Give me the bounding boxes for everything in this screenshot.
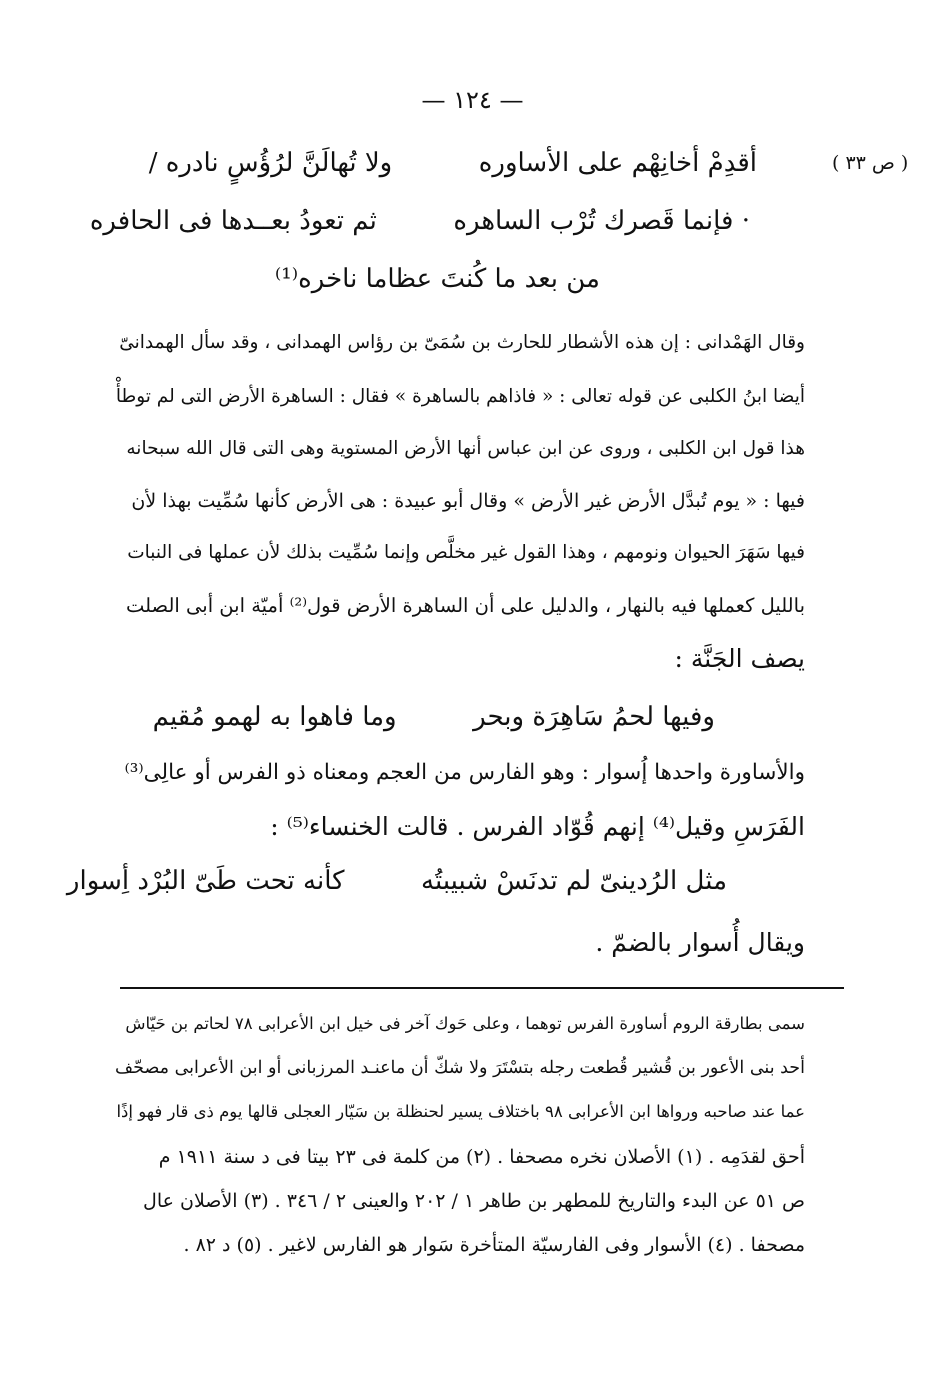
verse-khansa-first-hemistich: مثل الرُدينىّ لم تدنَسْ شبيبتُه [421,866,727,896]
footnote-line: أحق لقدَمِه . (١) الأصلان نخره مصحفا . (٢) من كلمة فى ٢٣ بيتا فى د سنة ١٩١١ م [158,1146,805,1168]
margin-reference: ( ص ٣٣ ) [832,152,909,174]
verse-2-first-hemistich: · فإنما قَصرك تُرْب الساهره [453,206,750,236]
prose-line: وقال الهَمْدانى : إن هذه الأشطار للحارث بن سُمَىّ بن رؤاس الهمدانى ، وقد سأل الهمدانىّ [119,332,805,353]
verse-1-second-hemistich: ولا تُهالَنَّ لرُؤُسٍ نادره / [148,148,393,178]
verse-umayya-second-hemistich: وما فاهوا به لهمو مُقيم [152,702,397,732]
footnote-line: سمى بطارقة الروم أساورة الفرس توهما ، وعلى حَوك آخر فى خيل ابن الأعرابى ٧٨ لحاتم بن حَيّاش [125,1014,805,1033]
verse-khansa-second-hemistich: كأنه تحت طَىّ البُرْد أِسوار [66,866,345,896]
prose-line: هذا قول ابن الكلبى ، وروى عن ابن عباس أنها الأرض المستوية وهى التى قال الله سبحانه [126,438,805,459]
verse-line-2 [90,206,750,236]
footnote-line: ص ٥١ عن البدء والتاريخ للمطهر بن طاهر ١ / ٢٠٢ والعينى ٢ / ٣٤٦ . (٣) الأصلان عال [143,1190,805,1212]
prose-line: والأساورة واحدها إُسوار : وهو الفارس من العجم ومعناه ذو الفرس أو عالِى⁽³⁾ [124,760,805,785]
prose-line: يصف الجَنَّة : [674,644,805,673]
prose-line: أيضا ابنُ الكلبى عن قوله تعالى : « فاذاهم بالساهرة » فقال : الساهرة الأرض التى لم توطأْ [115,386,805,407]
verse-umayya-first-hemistich: وفيها لحمُ سَاهِرَة وبحر [473,702,715,732]
verse-1-first-hemistich: أقدِمْ أخانِهْم على الأساوره [478,148,757,178]
prose-line: ويقال أُسوار بالضمّ . [595,928,805,957]
prose-line: بالليل كعملها فيه بالنهار ، والدليل على أن الساهرة الأرض قول⁽²⁾ أميّة ابن أبى الصلت [125,594,805,617]
page-number: — ١٢٤ — [421,86,524,114]
footnote-line: عما عند صاحبه ورواها ابن الأعرابى ٩٨ باختلاف يسير لحنظلة بن سَيّار العجلى قالها يوم ذى قار فهو إذًا [116,1102,805,1121]
verse-line-3: من بعد ما كُنتَ عظاما ناخره⁽¹⁾ [274,264,600,294]
prose-line: فيها : « يوم تُبدَّل الأرض غير الأرض » وقال أبو عبيدة : هى الأرض كأنها سُمِّيت بهذا لأن [131,490,805,512]
footnote-line: أحد بنى الأعور بن قُشير قُطعت رجله بتسْتَرَ ولا شكّ أن ماعنـد المرزبانى أو ابن الأعرابى مصحّف [115,1058,805,1078]
verse-2-second-hemistich: ثم تعودُ بعــدها فى الحافره [89,206,377,236]
verse-line-1 [149,148,757,178]
footnote-line: مصحفا . (٤) الأسوار وفى الفارسيّة المتأخرة سَوار هو الفارس لاغير . (٥) د ٨٢ . [183,1234,805,1256]
prose-line: فيها سَهَرَ الحيوان ونومهم ، وهذا القول غير مخلَّص وإنما سُمِّيت بذلك لأن عملها فى النبات [127,542,805,563]
footnote-rule [120,987,844,989]
verse-umayya [153,702,715,732]
prose-line: الفَرَسِ وقيل⁽⁴⁾ إنهم قُوّاد الفرس . قالت الخنساء⁽⁵⁾ : [270,812,805,841]
verse-khansa [67,866,727,896]
